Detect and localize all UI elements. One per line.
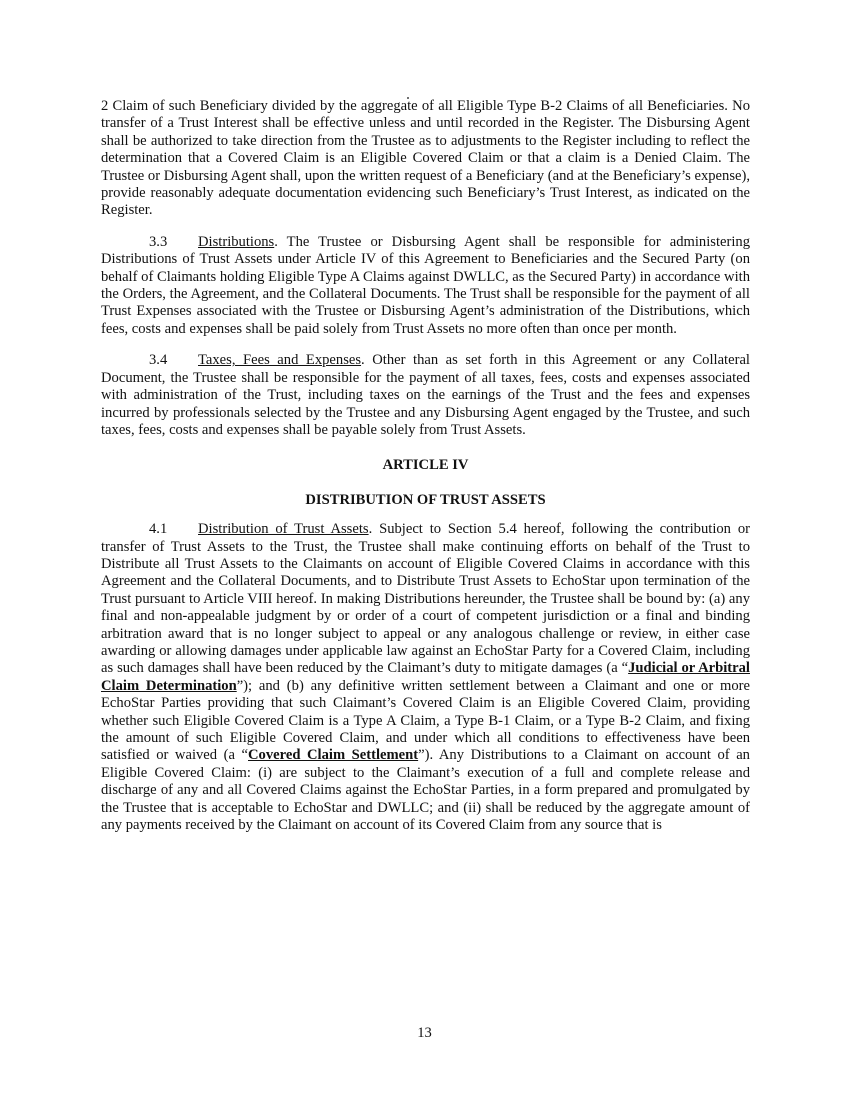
section-number: 4.1 [149, 521, 168, 538]
section-title: Taxes, Fees and Expenses [198, 352, 362, 369]
section-title: Distributions [198, 233, 275, 250]
section-number: 3.3 [149, 233, 168, 250]
section-text-a: . Subject to Section 5.4 hereof, following the contribution or transfer of Trust Assets to the Trust, the Trustee shall make continuing efforts on behalf of the Trust to Distribute all Trust Assets to the Claimants on account of Eligible Covered Claims in accordance with this Agreement and the Collateral Documents, and to Distribute Trust Assets to EchoStar upon termination of the Trust pursuant to Article VIII hereof. In making Distributions hereunder, the Trustee shall be bound by: (a) any final and non-appealable judgment by or order of a court of competent jurisdiction or a final and binding arbitration award that is no longer subject to appeal or any analogous challenge or review, in either case awarding or allowing damages under applicable law against an EchoStar Party for a Covered Claim, including as such damages shall have been reduced by the Claimant’s duty to mitigate damages (a “ [101, 521, 750, 677]
article-title: DISTRIBUTION OF TRUST ASSETS [305, 491, 546, 508]
article-label: ARTICLE IV [382, 457, 469, 474]
section-number: 3.4 [149, 352, 168, 369]
section-4-1-paragraph [101, 521, 750, 834]
section-text-b: ”); and (b) any definitive written settlement between a Claimant and one or more EchoStar Parties providing that such Claimant’s Covered Claim is an Eligible Covered Claim, providing whether such Eligible Covered Claim is a Type A Claim, a Type B-1 Claim, or a Type B-2 Claim, and fixing the amount of such Eligible Covered Claim, and under which all conditions to effectiveness have been satisfied or waived (a “ [101, 677, 750, 764]
section-title: Distribution of Trust Assets [198, 521, 369, 538]
section-3-4-paragraph [101, 352, 750, 439]
page-number: 13 [417, 1025, 432, 1041]
page-body [101, 98, 750, 834]
section-3-3-paragraph [101, 234, 750, 338]
defined-term-claim-settlement: Covered Claim Settlement [248, 747, 419, 764]
defined-term-judicial-determination: Judicial or Arbitral Claim Determination [101, 660, 750, 694]
continuation-paragraph: 2 Claim of such Beneficiary divided by the aggregate of all Eligible Type B-2 Claims of all Beneficiaries. No transfer of a Trust Interest shall be effective unless and until recorded in the Register. The Disbursing Agent shall be authorized to take direction from the Trustee as to adjustments to the Register including to reflect the determination that a Covered Claim is an Eligible Covered Claim or that a claim is a Denied Claim. The Trustee or Disbursing Agent shall, upon the written request of a Beneficiary (and at the Beneficiary’s expense), provide reasonably adequate documentation evidencing such Beneficiary’s Trust Interest, as indicated on the Register. [101, 98, 750, 219]
section-text: . The Trustee or Disbursing Agent shall be responsible for administering Distributions of Trust Assets under Article IV of this Agreement to Beneficiaries and the Secured Party (on behalf of Claimants holding Eligible Type A Claims against DWLLC, as the Secured Party) in accordance with the Orders, the Agreement, and the Collateral Documents. The Trust shall be responsible for the payment of all Trust Expenses associated with the Trustee or Disbursing Agent’s administration of the Distributions, which fees, costs and expenses shall be paid solely from Trust Assets no more often than once per month. [101, 233, 750, 337]
section-text-c: ”). Any Distributions to a Claimant on account of an Eligible Covered Claim: (i) are subject to the Claimant’s execution of a full and complete release and discharge of any and all Covered Claims against the EchoStar Parties, in a form prepared and promulgated by the Trustee that is acceptable to EchoStar and DWLLC; and (ii) shall be reduced by the aggregate amount of any payments received by the Claimant on account of its Covered Claim from any source that is [101, 747, 750, 834]
section-text: . Other than as set forth in this Agreement or any Collateral Document, the Trustee shall be responsible for the payment of all taxes, fees, costs and expenses associated with administration of the Trust, including taxes on the earnings of the Trust and the fees and expenses incurred by professionals selected by the Trustee and any Disbursing Agent engaged by the Trustee, and such taxes, fees, costs and expenses shall be payable solely from Trust Assets. [101, 352, 750, 438]
